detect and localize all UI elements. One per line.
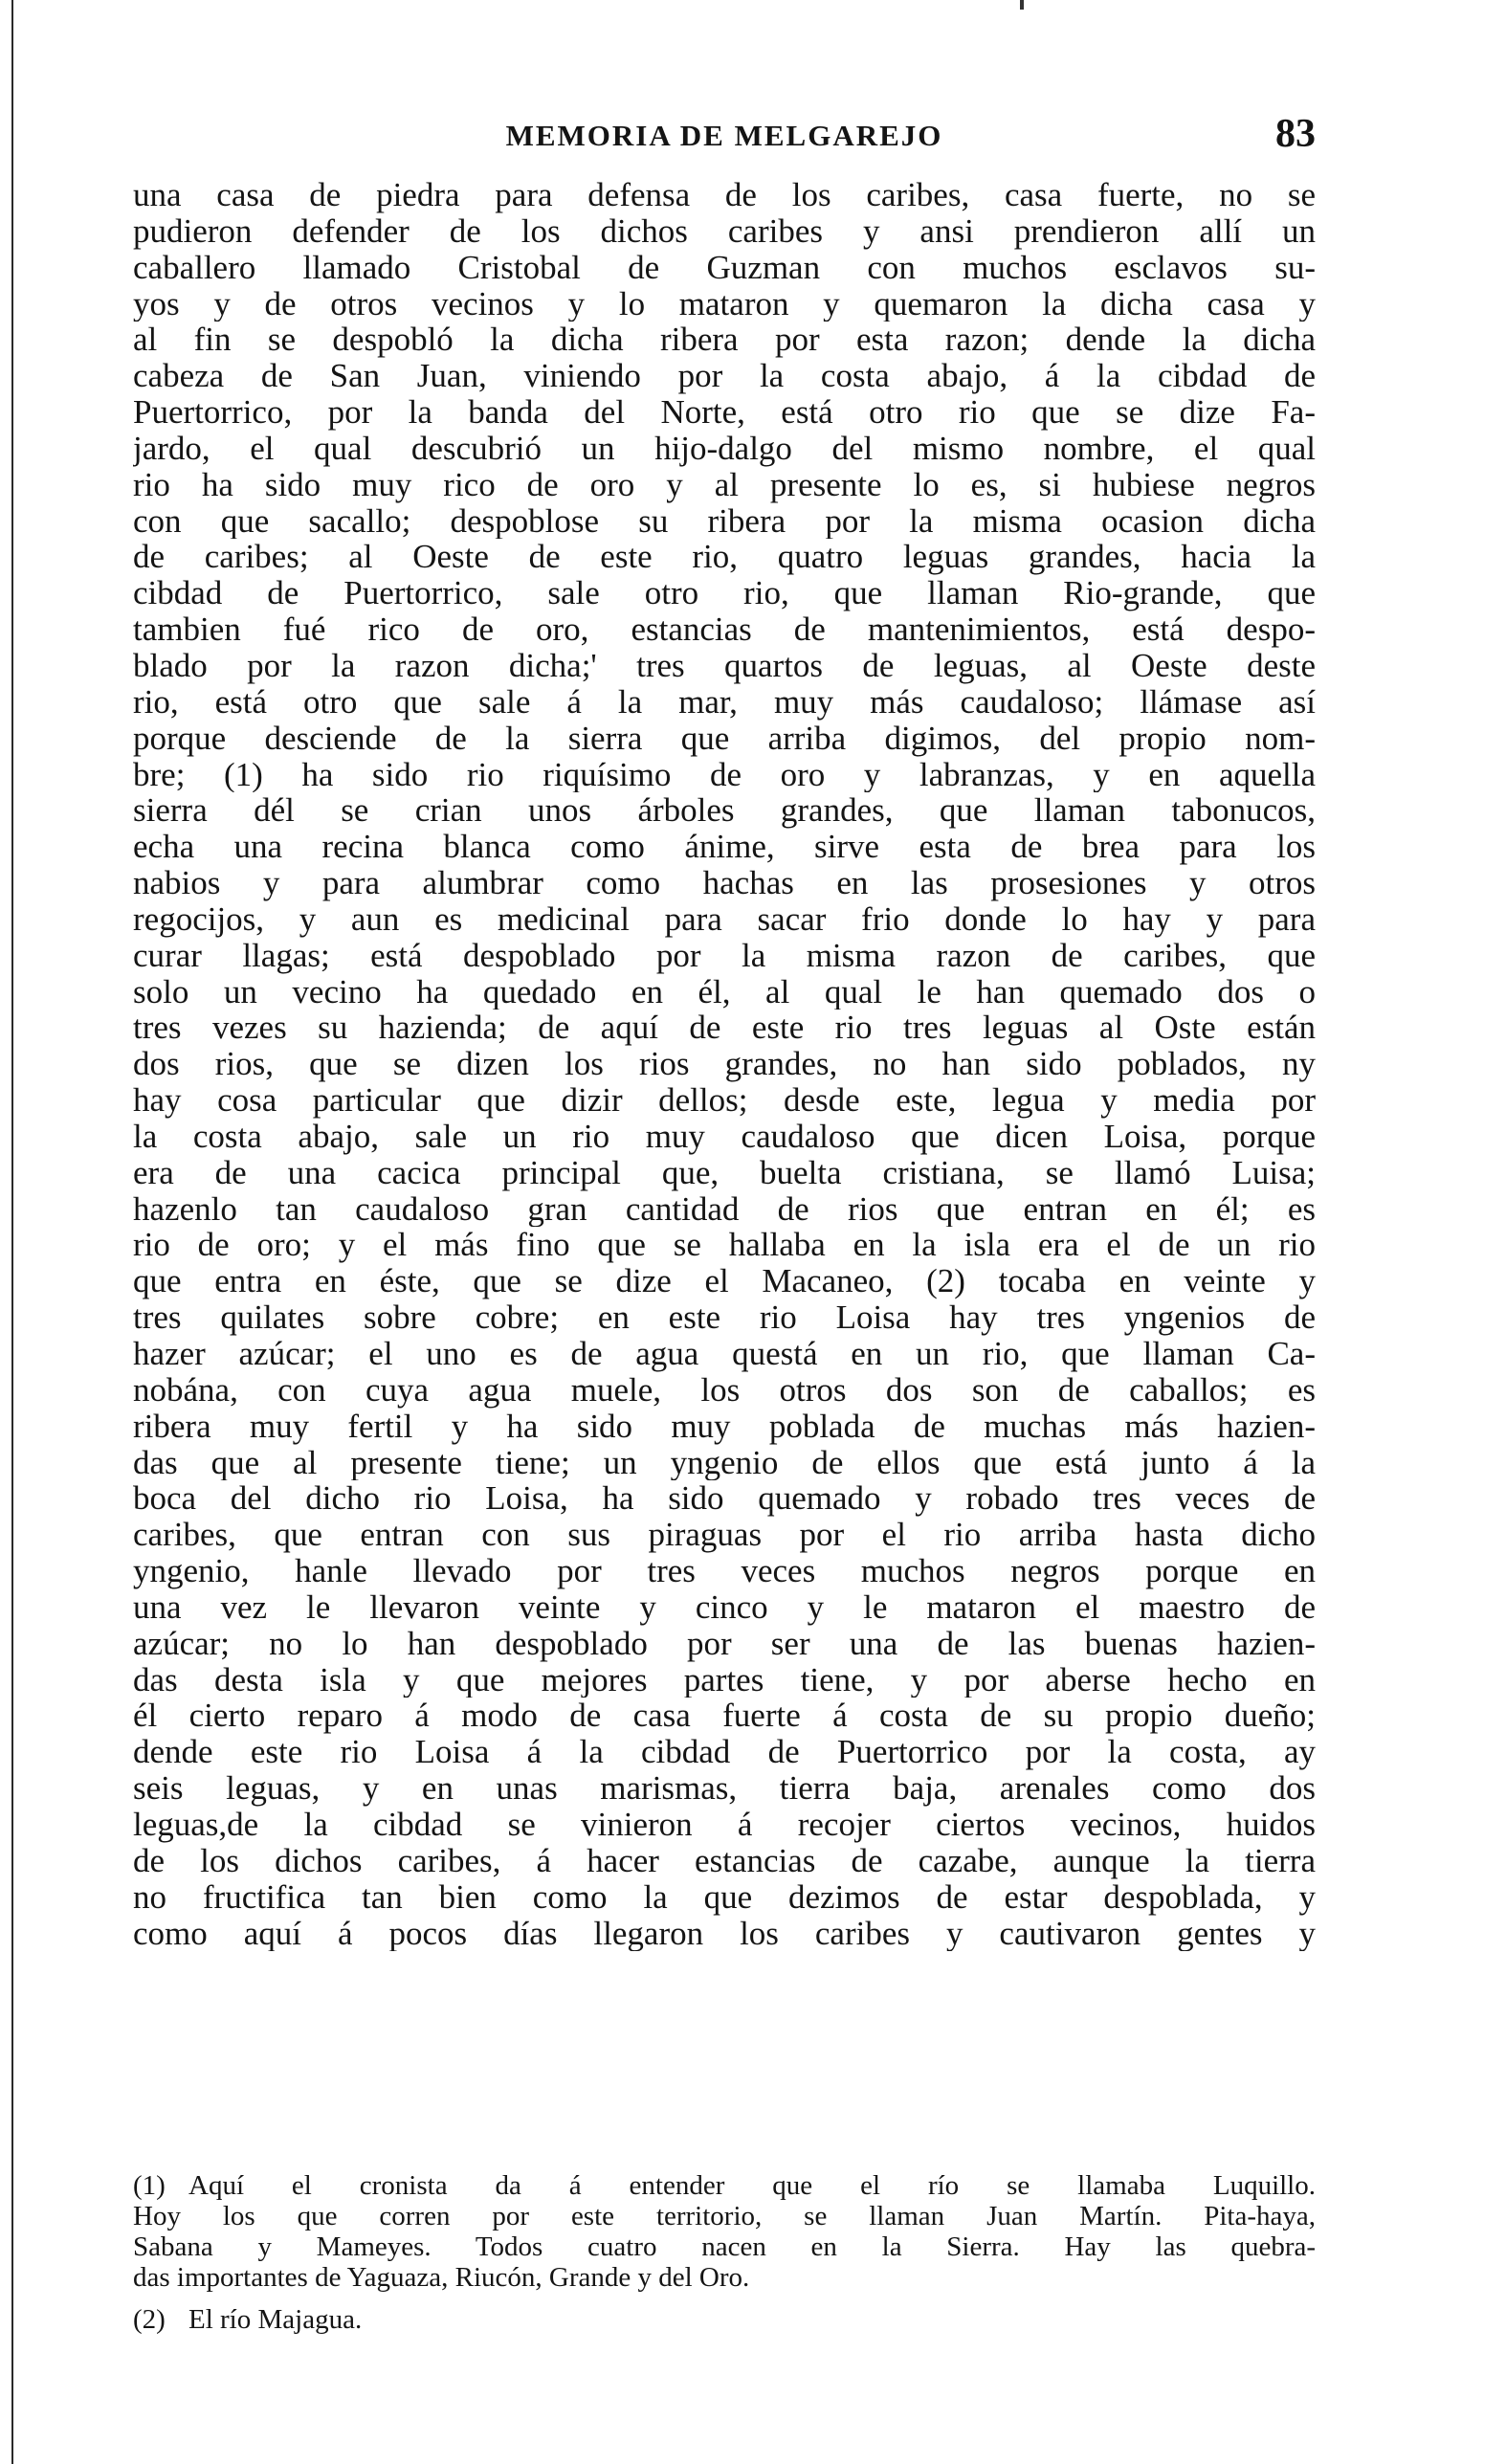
text-line: nabios y para alumbrar como hachas en las prosesiones y otros — [133, 865, 1316, 901]
text-line: tres quilates sobre cobre; en este rio Loisa hay tres yngenios de — [133, 1299, 1316, 1336]
text-line: rio de oro; y el más fino que se hallaba en la isla era el de un rio — [133, 1227, 1316, 1264]
text-line: azúcar; no lo han despoblado por ser una de las buenas hazien- — [133, 1625, 1316, 1662]
text-line: bre; (1) ha sido rio riquísimo de oro y labranzas, y en aquella — [133, 756, 1316, 793]
footnote — [133, 2304, 1316, 2335]
text-line: caballero llamado Cristobal de Guzman con muchos esclavos su- — [133, 249, 1316, 286]
footnote-text: Aquí el cronista da á entender que el río se llamaba Luquillo. — [188, 2170, 1316, 2201]
text-line: una casa de piedra para defensa de los caribes, casa fuerte, no se — [133, 177, 1316, 213]
footnote-line: das importantes de Yaguaza, Riucón, Grande y del Oro. — [133, 2262, 750, 2293]
text-line: ribera muy fertil y ha sido muy poblada de muchas más hazien- — [133, 1408, 1316, 1445]
footnotes — [133, 2170, 1316, 2335]
running-head — [133, 111, 1316, 168]
text-line: boca del dicho rio Loisa, ha sido quemado y robado tres veces de — [133, 1480, 1316, 1518]
footnote-text: El río Majagua. — [188, 2304, 363, 2335]
page-number: 83 — [1275, 112, 1316, 156]
text-line: seis leguas, y en unas marismas, tierra baja, arenales como dos — [133, 1770, 1316, 1807]
body-text — [133, 177, 1316, 1951]
text-line: leguas,de la cibdad se vinieron á recojer ciertos vecinos, huidos — [133, 1806, 1316, 1843]
text-line: cibdad de Puertorrico, sale otro rio, que llaman Rio-grande, que — [133, 575, 1316, 612]
page-edge-rule — [11, 0, 13, 2464]
text-line: dos rios, que se dizen los rios grandes, no han sido poblados, ny — [133, 1046, 1316, 1083]
text-line: hay cosa particular que dizir dellos; desde este, legua y media por — [133, 1082, 1316, 1119]
text-line: era de una cacica principal que, buelta cristiana, se llamó Luisa; — [133, 1154, 1316, 1191]
text-line: jardo, el qual descubrió un hijo-dalgo del mismo nombre, el qual — [133, 430, 1316, 467]
scan-mark — [1020, 0, 1024, 10]
text-line: sierra dél se crian unos árboles grandes, que llaman tabonucos, — [133, 792, 1316, 830]
text-line: no fructifica tan bien como la que dezimos de estar despoblada, y — [133, 1878, 1316, 1916]
text-line: das desta isla y que mejores partes tiene, y por aberse hecho en — [133, 1661, 1316, 1698]
text-line: tambien fué rico de oro, estancias de mantenimientos, está despo- — [133, 611, 1316, 648]
text-line: pudieron defender de los dichos caribes y ansi prendieron allí un — [133, 212, 1316, 250]
text-line: das que al presente tiene; un yngenio de ellos que está junto á la — [133, 1444, 1316, 1481]
text-line: él cierto reparo á modo de casa fuerte á costa de su propio dueño; — [133, 1698, 1316, 1735]
footnote-number: (2) — [133, 2304, 166, 2335]
text-line: como aquí á pocos días llegaron los caribes y cautivaron gentes y — [133, 1915, 1316, 1952]
running-title: MEMORIA DE MELGAREJO — [505, 119, 943, 152]
text-line: rio, está otro que sale á la mar, muy más caudaloso; llámase así — [133, 683, 1316, 721]
text-line: porque desciende de la sierra que arriba digimos, del propio nom- — [133, 720, 1316, 757]
text-line: tres vezes su hazienda; de aquí de este rio tres leguas al Oste están — [133, 1010, 1316, 1047]
footnote-line — [133, 2170, 1316, 2201]
text-line: blado por la razon dicha;' tres quartos de leguas, al Oeste deste — [133, 647, 1316, 684]
footnote-line: Hoy los que corren por este territorio, se llaman Juan Martín. Pita-haya, — [133, 2201, 1316, 2231]
text-line: dende este rio Loisa á la cibdad de Puertorrico por la costa, ay — [133, 1734, 1316, 1771]
text-line: Puertorrico, por la banda del Norte, está otro rio que se dize Fa- — [133, 394, 1316, 431]
footnote-gap — [133, 2293, 1316, 2304]
text-line: la costa abajo, sale un rio muy caudaloso que dicen Loisa, porque — [133, 1118, 1316, 1155]
footnote — [133, 2170, 1316, 2293]
text-line: yos y de otros vecinos y lo mataron y quemaron la dicha casa y — [133, 285, 1316, 322]
footnote-line: Sabana y Mameyes. Todos cuatro nacen en la Sierra. Hay las quebra- — [133, 2231, 1316, 2262]
text-line: echa una recina blanca como ánime, sirve esta de brea para los — [133, 829, 1316, 866]
text-line: al fin se despobló la dicha ribera por esta razon; dende la dicha — [133, 322, 1316, 359]
text-line: cabeza de San Juan, viniendo por la costa abajo, á la cibdad de — [133, 358, 1316, 395]
text-line: hazenlo tan caudaloso gran cantidad de rios que entran en él; es — [133, 1190, 1316, 1228]
text-line: yngenio, hanle llevado por tres veces muchos negros porque en — [133, 1553, 1316, 1589]
text-line: una vez le llevaron veinte y cinco y le mataron el maestro de — [133, 1588, 1316, 1626]
text-line: con que sacallo; despoblose su ribera por la misma ocasion dicha — [133, 502, 1316, 540]
text-line: nobána, con cuya agua muele, los otros dos son de caballos; es — [133, 1371, 1316, 1409]
text-line: curar llagas; está despoblado por la misma razon de caribes, que — [133, 937, 1316, 974]
text-line: solo un vecino ha quedado en él, al qual le han quemado dos o — [133, 973, 1316, 1010]
text-line: de los dichos caribes, á hacer estancias de cazabe, aunque la tierra — [133, 1842, 1316, 1879]
text-line: que entra en éste, que se dize el Macaneo, (2) tocaba en veinte y — [133, 1263, 1316, 1300]
footnote-number: (1) — [133, 2170, 166, 2201]
text-line: regocijos, y aun es medicinal para sacar frio donde lo hay y para — [133, 900, 1316, 938]
text-line: de caribes; al Oeste de este rio, quatro leguas grandes, hacia la — [133, 539, 1316, 576]
footnote-line — [133, 2304, 1316, 2335]
text-line: caribes, que entran con sus piraguas por el rio arriba hasta dicho — [133, 1517, 1316, 1554]
text-line: hazer azúcar; el uno es de agua questá en un rio, que llaman Ca- — [133, 1336, 1316, 1372]
text-line: rio ha sido muy rico de oro y al presente lo es, si hubiese negros — [133, 466, 1316, 503]
